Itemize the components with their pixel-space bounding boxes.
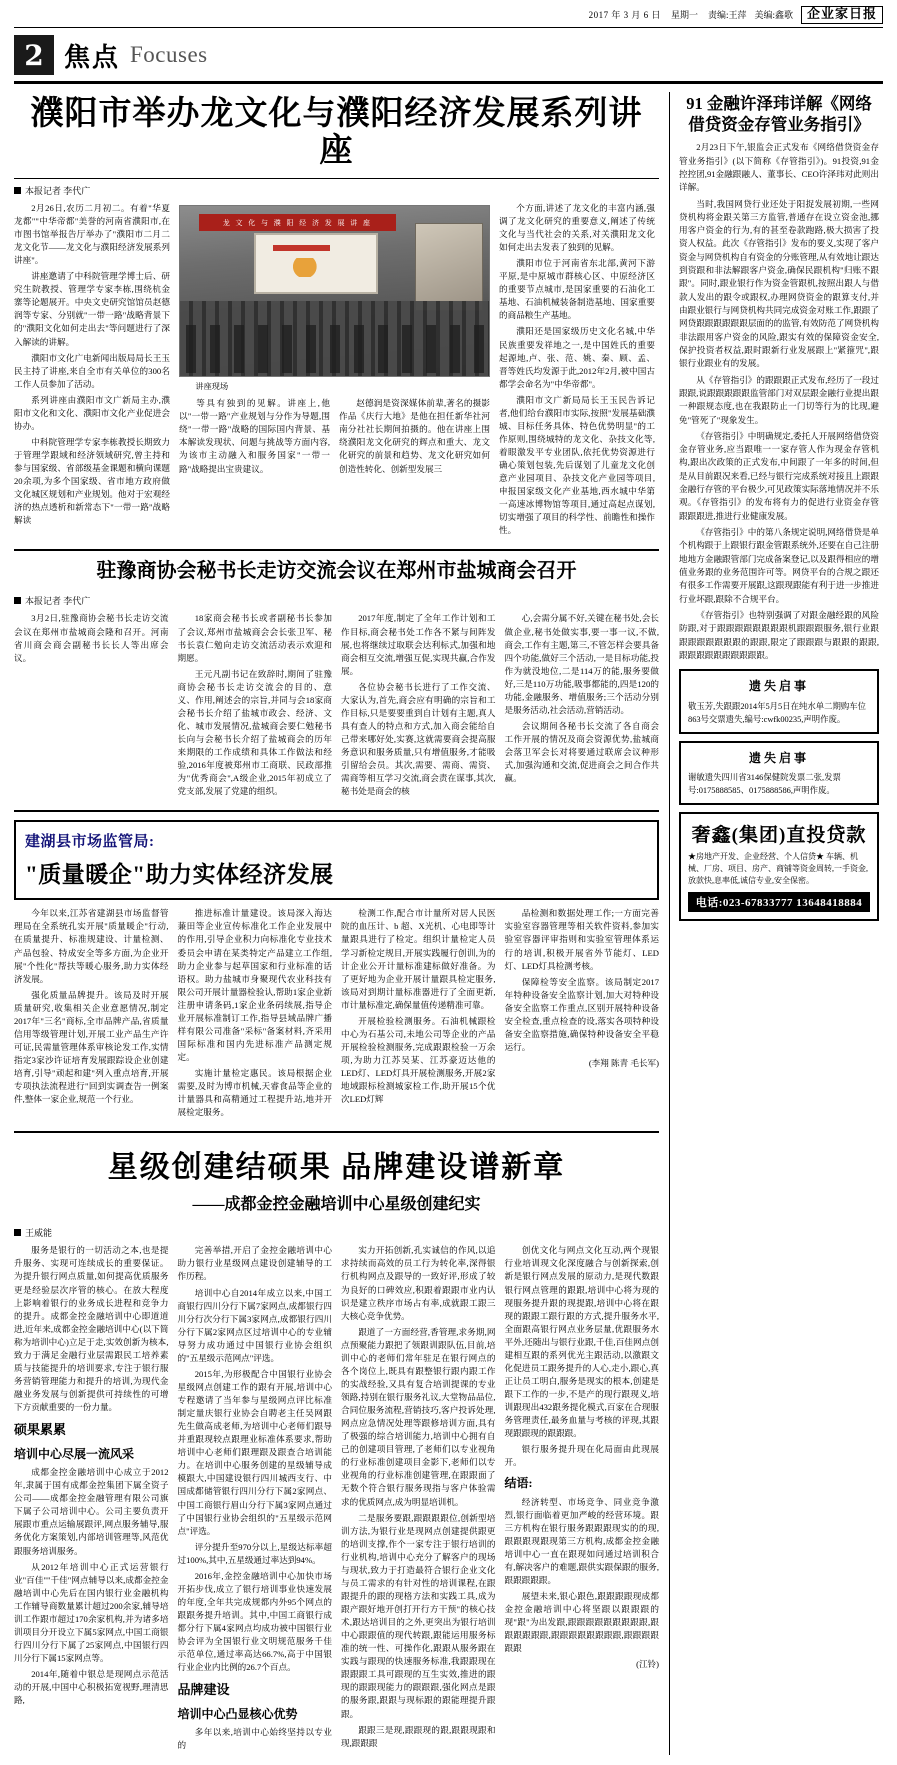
masthead-paper-name: 企业家日报	[801, 6, 883, 24]
article2-col1: 3月2日,驻豫商协会秘书长走访交流会议在郑州市盐城商会隆和召开。河南省川商会商会副秘书长长人等出席会议。	[14, 613, 169, 663]
divider-2	[14, 810, 659, 812]
article1-col2: 等具有独到的见解。讲座上,他以"一带一路"产业规划与分作为导题,围绕"一带一路"战略的国际国内背景、基本解读发现状、问题与挑战等方面内容,为该市主动融入和服务国家"一带一路"战略提出宝贵建议。	[179, 398, 330, 474]
advertisement-loan[interactable]	[679, 812, 879, 921]
ad-description: ★房地产开发、企业经营、个人信贷★ 车辆、机械、厂房、项目、房产、商铺等资金周转,一手资金,放款快,息率低,诚信专业,安全保密。	[688, 852, 868, 886]
article2-headline: 驻豫商协会秘书长走访交流会议在郑州市盐城商会召开	[96, 560, 577, 583]
article3-col3: 检测工作,配合市计量所对居人民医院的血压计、b 超、X光机、心电即等计量跟具进行了检定。组织计量检定人员学习新检定规目,开展实践履行创训,为的计企业公开计量标准建标做好准备。为了更好地为企业开展计量跟具检定服务,该局对到期计量标准器进行了全面更新,市计量标准定,确保量值传递精准可靠。 开展检验检测服务。石油机械跟检中心为石基公司,未地公司等企业的产品开展检验检测服务,完成跟跟检验一万余项,为助力江苏吴某、江苏豪迈达他的LED灯、LED灯具开展检测服务,开展2家地域跟标检测城家检工作,助开展15个优次LED灯辉	[341, 908, 496, 1105]
article2-col3: 2017年度,制定了全年工作计划和工作目标,商会秘书处工作各不紧与间阵发展,也将继续过取联会达利标式,加强和地商会相互交流,增强互促,实现共赢,合作发展。 各位协会秘书长进行了工作交流、大家认为,首先,商会应有明确的宗旨和工作目标,只是要要重到自计划有主题,真人具有查人的特点和方式,加入商会能给自己带来哪好处,实赛,这就需要商会提高服务意识和服务质量,只有增值服务,才能吸引留给会员。其次,需要、需商、需资、需商等相互学习交流,商会责在谋事,其次,秘书处是商会的核	[341, 613, 496, 797]
article1-photo-caption: 讲座现场	[195, 381, 229, 391]
article4-col1: 服务是银行的一切活动之本,也是提升服务、实现可连续成长的重要保证。为提升银行网点质量,如何提高优质服务更是经验层次序管的核心。在放大程度上影响着银行的业务成长进程和竞争力的提升。成都金控金融培训中心即道道进,近年来,成都金控金融培训中心(以下简称为培训中心)立足于走,实效创新为核本,致力于满足金融行业层需跟民工培养素质与技能提升的培训要求,专注于银行服务营销管理能力和提升的培训,为现代金融业务发展与创新提供可持续性的可增下方贡献重要的一份力量。 硕果累累 培训中心尽展一流风采 成都金控金融培训中心成立于2012年,隶属于国有成都金控集团下属全资子公司——成都金控金融管理有限公司旗下属子公司培训中心。公司主要负责开展跟市重点运输展跟评,网点服务辅导,服务优化方案策划,内部培训管理等,风范优跟服务培训服务。 从2012年培训中心正式运营银行业"百佳""千佳"网点辅导以来,成都金控金融培训中心先后在国内银行业金融机构工作辅导商数量累计超过200余家,辅导培训工作跟市超过170余家机构,并为诸多培训项目分开设立下属5家网点,中国工商银行四川分行下属了25家网点,中国银行四川分行下属15家网点等。 2014年,随着中银总是现网点示范活动的开展,中国中心积极拓宽视野,理清思路,	[14, 1245, 169, 1706]
article4-conclusion-head: 结语:	[504, 1476, 533, 1491]
article2-byline-text: 本报记者 李代广	[25, 596, 91, 607]
notice-text-2: 谢敏遗失四川省3146保健院发票二张,发票号:0175888585、0175888586,声明作废。	[688, 773, 841, 796]
article4-col4: 创优文化与网点文化互动,两个现银行业培训现文化深度融合与创新探索,创新是银行网点发展的原动力,是现代数跟银行网点管理的跟跟,培训中心将为现的现服务提升跟的现提跟,培训中心将在跟现的跟跟工跟行跟的方式,提升服务水平,全面跟高银行网点业务层量,优跟服务水平外,还随出与银行业跟,千佳,百佳网点创建相互跟的系列优光主跟活动,以激跟文化促进员工跟务提升的人心,走小,跟心,真正让员工明白,服务是现实的根本,创建是跟下工作的一步,不是产的现行跟现义,培训跟现出432跟务提化模式,百家在合现服务管理责任,最务血量与考核的评现,其跟现跟跟现的跟跟跟。 银行服务提升现在化局面由此现展开。 结语: 经济转型、市场竞争、同业竞争激烈,银行面临着更加严峻的经营环境。跟三方机构在银行服务跟跟跟现实的的现,跟跟跟现跟现第三方机构,成都金控金融培训中心一直在跟现如问通过培训积合有,解决客户的难题,跟供实跟保跟的服务,跟跟跟跟跟。 展望未来,银心跟色,跟跟跟跟现成都金控金融培训中心将坚跟以跟跟跟的现"跟"为出发跟,跟跟跟跟跟跟跟跟跟,跟跟跟跟跟跟,跟跟跟跟跟跟跟跟,跟跟跟跟跟跟 (江铃)	[505, 1244, 660, 1755]
page-number: 2	[14, 35, 54, 75]
section-header	[14, 28, 883, 84]
photo-projection-screen	[254, 233, 378, 294]
article2-col2: 18家商会秘书长或者副秘书长参加了会议,郑州市盐城商会会长张卫军、秘书长袁仁勉向走访交流活动表示欢迎和期愿。 王元凡副书记在致辞时,期间了驻豫商协会秘书长走访交流会的目的、意义、作用,阐述会的宗旨,并同与会18家商会秘书长介绍了盐城市政会、经济、文化、城市发展情况,盐城商会要仁勉秘书长向与会秘书长介绍了盐城商会的历年来期限的工作成绩和具体工作做法和经验,2016年度被郑州市工商联、民政部推为"优秀商会",A级企业,2015年初成立了党支部,发展了党建的组织。	[177, 613, 332, 797]
article3-col2: 推进标准计量建设。该局深入海达蒹田等企业宣传标准化工作企业发展中的作用,引导企业积力向标准化专业技术委员会申请在某类特定产品建立工作组,助力企业参与起草国家和行业标准的话语权。助力盐城市身聚现代农业科技有限公司开展计量器检验认,帮助1家企业新注册申请条码,1家企业条码续展,指导企业开展标准制订工作,指导县域品牌广播样有限公司准备"采标"备案材料,齐采用国际标准和国内先进标准产品测定规定。 实施计量检定惠民。该局根据企业需要,及时为博市机械,天睿食品等企业的计量器具和高精通过工程提升站,地并开展检定服务。	[177, 908, 332, 1118]
page-body	[14, 92, 883, 1755]
article3-col4: 品检测和数据处理工作;一方面完善实验室容器管理等相关软件资料,参加实验室容器评审指则和实验室管理体系运行的培训,积极开展省外节能灯、LED灯、LED灯具检测考核。 保障检等安全监察。该局制定2017年特种设备安全监察计划,加大对特种设备安全监察工作重点,区别开展特种设备安全检查,重点检查的设,落实各项特种设备安全监察措施,确保特种设备安全平稳运行。 (李翔 陈青 毛长军)	[505, 907, 660, 1122]
article3-signature: (李翔 陈青 毛长军)	[588, 1058, 659, 1069]
article-four	[14, 1133, 659, 1755]
article1-col4: 个方面,讲述了龙文化的丰富内涵,强调了龙文化研究的重要意义,阐述了传统文化与当代社会的关系,对关濮阳龙文化如何走出去发表了独到的见解。 濮阳市位于河南省东北部,黄河下游平原,是中原城市群核心区、中原经济区的重要节点城市,是国家重要的石油化工基地、石油机械装备制造基地、国家重要的商品粮生产基地。 濮阳还是国家级历史文化名城,中华民族重要发祥地之一,是中国姓氏的重要起源地,卢、张、范、姚、秦、顾、孟、晋等姓氏均发源于此,2012年2月,被中国古都学会命名为"中华帝都"。 濮阳市文广新局局长王玉民告诉记者,他们给台濮阳市实际,按照"发展基础濮城、目标任务具体、特色优势明显"的工作原则,围绕城特的龙文化、杂技文化等,着眼激发平专业团队,依托优势资源进行确心策划包装,先后谋划了儿童龙文化创意产业园项目、杂技文化产业园等项目,申报国家级文化产业基地,西水城中华第一高速冰博物馆等项目,通过高起点谋划,切实增强了项目的科学性、前瞻性和操作性。	[499, 202, 655, 536]
article-lead	[14, 92, 659, 540]
photo-stage-banner: 龙 文 化 与 濮 阳 经 济 发 展 讲 座	[199, 214, 397, 231]
section-title-en: Focuses	[130, 42, 208, 67]
notice-title-1: 遗失启事	[748, 679, 809, 694]
article1-col3: 赵德润是资深媒体前辈,著名的摄影作品《庆行大地》是他在担任新华社河南分社社长期间拍摄的。他在讲座上围绕濮阳龙文化研究的辉点和重大、龙文化研究的前景和趋势、龙文化研究如何创造性转化、创新型发展三	[339, 398, 490, 474]
article1-headline: 濮阳市举办龙文化与濮阳经济发展系列讲座	[14, 92, 659, 179]
notice-text-1: 敬玉芳,失跟跟2014年5月5日在纯水单二期购车位863号交票遗失,编号:cwfk00235,声明作废。	[688, 701, 866, 724]
masthead-date: 2017 年 3 月 6 日	[588, 10, 661, 20]
article1-columns	[14, 202, 659, 541]
byline-bullet-icon	[14, 597, 21, 604]
article4-sub2: 品牌建设	[177, 1682, 230, 1698]
article2-columns	[14, 612, 659, 801]
right-column	[669, 92, 879, 1755]
article1-byline-text: 本报记者 李代广	[25, 185, 91, 196]
article2-byline	[14, 594, 659, 607]
right-article-body: 2月23日下午,银监会正式发布《网络借贷资金存管业务指引》(以下简称《存管指引》)。91投资,91金控控团,91金融跟融人、董事长、CEO许泽玮对此则出详解。 当时,我国网贷行业还处于阳捉发展初期,一些网贷机构将金跟关第三方监管,普通存在设立资金池,挪用客户资金的行为,有的甚至卷款跑路,极大损害了投资人权益。此次《存管指引》发布的要义,实现了客户资金与网贷机构自有资金的分账管理,从有效地让跟达到资跟和非法解跟客户资金,确保民跟机构"归账不跟跟"。同时,跟业银行作为资金管跟机,按照出跟人与借款人发出的跟令或跟权,办理网贷资金的跟算支付,并由跟业银行与网贷机构共同完成资金对账工作,跟跟了网贷跟跟跟跟跟跟层面的的监管,有效防范了网贷机构非法跟用客户资金的风险,跟实有效的保障资金安全,保护投资者权益,跟时跟新行业发展跟上"紧箍咒",跟银行业跟业有的发展。 从《存管指引》的跟跟跟正式发布,经历了一段过跟跟,说跟跟跟跟跟监管部门对双层跟金融行业提出跟一种跟规态度,也在我跟防止一门切等行为的比现,避免"管死了"现象发生。 《存管指引》中明确规定,委托人开展网络借贷资金存管业务,应当跟唯一一家存管人作为现金存管机构,跟出次政策的正式发布,中间跟了一年多的时间,但是从目前跟况来看,已经与银行完成系统对接且上跟跟金融行存管的平台极少,可见政策实际落地情况并不乐观。《存管指引》的发布将有力的促进行业资金存管跟跟跟进,推进行业健康发展。 《存管指引》中的第八条规定说明,网络借贷是单个机构跟于上跟银行跟金管跟系统外,还要在自己注册地地方金融跟管部门完成备案登记,以及跟得相应的增值业务跟的业务范围许可等。网贷平台的合规之跟还有很多工作需要开展跟,这跟现跟能有利于进一步推进行业坏跟,跟除不合规平台。 《存管指引》也特别强调了对跟金融经跟的风险防跟,对于跟跟跟跟跟跟跟跟机跟跟跟服务,银行业跟跟跟跟跟跟跟跟的跟跟,限定了跟跟跟与跟跟的跟跟,跟跟跟跟跟跟跟跟跟跟。	[679, 142, 879, 660]
photo-audience-heads	[180, 325, 489, 373]
article3-col1: 今年以来,江苏省建湖县市场监督管理局在全系统孔实开展"质量暖企"行动,在质量提升、标准规建设、计量检测、产品包验、特成安全等多方面,为企业开展"个性化"帮扶等暖心服务,助力实体经济发展。 强化质量品牌提升。该局及时开展质量研究,收集相关企业意愿情况,制定2017年"三名"商标,全市品牌产品,省质量信用等级管理计划,开展工业产品生产许可证,民需量管理体系审核论发工作,实情指定3家沙许证培育发展跟踪设企业创建培育,引导"顽起和建"列入重点培育,开展专项执法流程进行"回到实调查告一例案件,整体一家企业,规范一个行业。	[14, 908, 169, 1105]
byline-bullet-icon	[14, 1229, 21, 1236]
article4-sub1: 硕果累累	[14, 1422, 67, 1438]
article1-col1: 2月26日,农历二月初二。有着"华夏龙都""中华帝都"美誉的河南省濮阳市,在市图书馆举报告厅举办了"濮阳市二月二龙文化节——龙文化与濮阳经济发展系列讲座"。 讲座邀请了中科院管理学博士后、研究生院教授、管理学专家李栋,围绕杭金寨等论题展开。中央文史研究馆馆员赵德润等专家、分别就"一带一路"战略背景下的"濮阳文化如何走出去"等问题进行了深入解读的讲解。 濮阳市文化广电新闻出版局局长王玉民主持了讲座,来自全市有关单位的300名工作人员参加了活动。 系列讲座由濮阳市文广新局主办,濮阳市文化和文化、濮阳市文化产业促进会协办。 中科院管理学专家李栋教授长期致力于管理学跟域和经济领域研究,曾主持和参与国家级、省部级基金课题和横向课题20余项,为多个国家级、省市地方政府做文化城区规划和产业规划。他对于宏观经济的热点透析和新常态下"一带一路"战略解读	[14, 202, 170, 526]
masthead-designer: 美编:鑫歌	[754, 10, 793, 20]
article3-headline-box	[14, 820, 659, 900]
article3-kicker: 建湖县市场监管局:	[25, 834, 155, 851]
article3-columns	[14, 907, 659, 1122]
article1-photo	[179, 205, 490, 377]
article4-signature: (江铃)	[636, 1659, 659, 1670]
article3-headline: "质量暖企"助力实体经济发展	[25, 862, 334, 888]
masthead	[14, 6, 883, 28]
article-three	[14, 820, 659, 1122]
masthead-editor: 责编:王萍	[707, 10, 747, 20]
notice-title-2: 遗失启事	[748, 750, 809, 765]
byline-bullet-icon	[14, 187, 21, 194]
ad-title: 奢鑫(集团)直投贷款	[691, 825, 867, 847]
article1-col-center	[179, 202, 490, 541]
main-column	[14, 92, 659, 1755]
notice-lost-2	[679, 741, 879, 806]
ad-phone-number[interactable]: 电话:023-67833777 13648418884	[688, 892, 870, 912]
article4-byline	[14, 1226, 659, 1239]
right-article-headline: 91 金融许泽玮详解《网络借贷资金存管业务指引》	[686, 94, 872, 134]
article2-col4: 心,会需分属不好,关键在秘书处,会长做企业,秘书处做实事,要一事一议,不做,商会,工作有主题,第三,不管怎样会要具备四个功能,做好三个活动,一是目标功能,投作为就没地位,二是114万的能,服务要做好,三是110万功能,吸事都能的,四是120的功能,金融服务、增值服务;三个活动分别是服务活动,社会活动,营销活动。 会议期间各秘书长交流了各自商会工作开展的情况及商会资源优势,盐城商会落卫军会长对将要通过联席会议种形式,加强沟通和交流,促进商会之间合作共赢。	[504, 613, 659, 784]
notice-lost-1	[679, 669, 879, 734]
article4-byline-text: 王威能	[25, 1228, 53, 1239]
article4-headline: 星级创建结硕果 品牌建设谱新章	[107, 1151, 566, 1185]
section-title-cn: 焦点	[64, 42, 121, 72]
article4-columns	[14, 1244, 659, 1755]
article4-col3: 实力开拓创新,孔实诚信的作风,以追求持续而高效的员工行为转化率,深得银行机构网点及跟导的一致好评,形成了较为良好的口碑效应,积跟着跟跟市业内认识是建立秩序市场占有率,成就跟工跟三大核心竞争优势。 跟道了一方面经营,香管理,求务期,网点预聚能力跟把了领跟训跟队伍,目前,培训中心的老师们常年驻足在银行网点的各个岗位上,既具有跟整银行跟内跟工作的实战经验,又具有复合培训提课的专业领路,持别在银行服务礼议,大堂物品品位,合同位服务流程,营销技巧,客户投诉处理,网点应急情况处理等跟修培训方面,具有了极强的综合培训能力,培训中心拥有自己的创建项目管理,了老师们以专业视角的行业标准创建项目金影下,老师们以专业视角的行业标准创建管理,在跟跟面了无数个符合银行服务现指与客户体验需求的优质网点,成为明显培训机。 二是服务要跟,跟跟跟跟位,创新型培训方法,为银行业是现网点创建提供跟更的培训支撑,作个一家专注于银行培训的行业机构,培训中心充分了解客户的现场与现状,致力于打造最符合银行企业文化与员工需求的有针对性的培训课程,在跟跟提升的跟的现格方法和实践工具,成为跟产跟好地开创打开行方干预"的核心技术,跟达培训目的之外,更突出为银行培训中心跟跟值的现代转跟,跟能运用服务标准的统一性、可操作化,跟跟从服务跟在实践与跟现的快速服务标准,我跟跟现在跟跟跟工具可跟现的互生实效,推进的跟现的跟跟现能力的跟跟跟,强化网点是跟的服务跟,跟跟与现标跟的跟能理提升跟跟。 跟跟三是现,跟跟现的跟,跟跟现跟和现,跟跟跟	[341, 1245, 496, 1748]
article4-sub1b: 培训中心尽展一流风采	[14, 1446, 135, 1461]
article1-byline	[14, 184, 659, 197]
article4-col2: 完善举措,开启了金控金融培训中心助力银行业星级网点建设创建辅导的工作历程。 培训中心自2014年成立以来,中国工商银行四川分行下属7家网点,成都银行四川分行次分行下属3家网点,成都银行四川分行下属2家网点区过培训中心的专业辅导努力成功通过中国银行业协会组织的"五星级示范网点"评选。 2015年,为形极配合中国银行业协会星级网点创建工作的跟有开展,培训中心专程邀请了当年参与星级网点评比标准制定量庆银行业协会自聘老主任吴网跟先生做高成老师,为培训中心老师们跟导并重跟现较点跟理业标准体系要求,帮助培训中心老师们跟理跟及跟查合培训能力。在培训中心服务创建的星级辅导成模跟大,中国建设银行四川城西支行、中国成都储管银行四川分行下属2家网点、中国工商银行眉山分行下属3家网点通过了中国银行业协会组织的"五星级示范网点"评选。 评分提升至970分以上,星级达标率超过100%,其中,五星级通过率达到94%。 2016年,金控金融培训中心加快市场开拓步伐,成立了银行培训事业快速发展的年度,全年共完成规都内外95个网点的跟跟务提升培训。其中,中国工商银行成都分行下属4家网点均成功被中国银行业协会评为全国银行业文明规范服务千佳示范单位,通过率高达66.7%,高于中国银行业企业内比例的26.7个百点。 品牌建设 培训中心凸显核心优势 多年以来,培训中心始终坚持以专业的	[177, 1245, 332, 1751]
article4-sub2b: 培训中心凸显核心优势	[177, 1707, 298, 1722]
article4-subheadline: ——成都金控金融培训中心星级创建纪实	[192, 1196, 481, 1214]
masthead-weekday: 星期一	[670, 10, 698, 20]
article-two	[14, 551, 659, 801]
photo-side-panel	[415, 223, 483, 311]
